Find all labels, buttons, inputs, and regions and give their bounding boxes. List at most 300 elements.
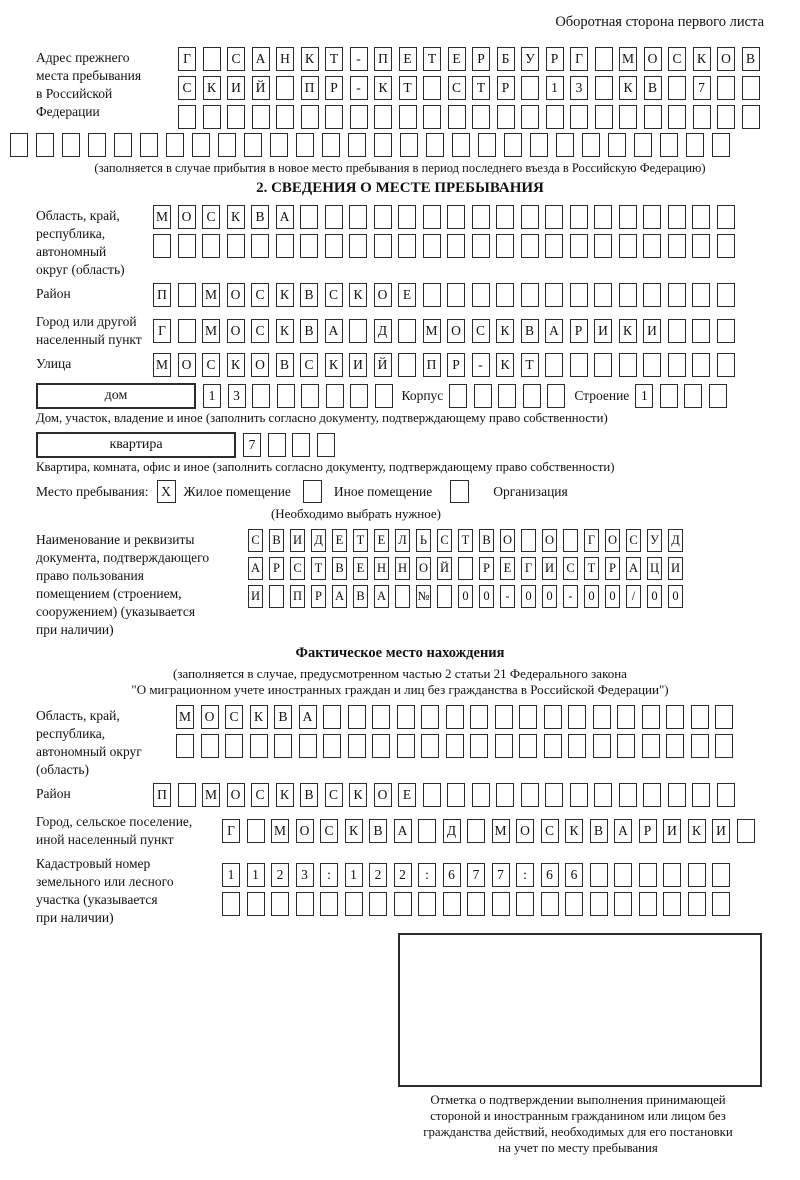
char-cell[interactable] <box>244 133 262 157</box>
char-cell[interactable] <box>350 384 368 408</box>
char-cell[interactable] <box>472 205 490 229</box>
char-cell[interactable] <box>447 205 465 229</box>
char-cell[interactable] <box>317 433 335 457</box>
char-cell[interactable]: С <box>320 819 338 843</box>
checkbox-organizatsiya[interactable] <box>450 480 469 503</box>
char-cell[interactable]: Р <box>639 819 657 843</box>
char-cell[interactable]: С <box>325 783 343 807</box>
char-cell[interactable]: О <box>251 353 269 377</box>
char-cell[interactable] <box>570 105 588 129</box>
char-cell[interactable]: 3 <box>228 384 246 408</box>
char-cell[interactable]: О <box>500 529 515 552</box>
char-cell[interactable]: П <box>374 47 392 71</box>
char-cell[interactable]: А <box>394 819 412 843</box>
char-cell[interactable]: А <box>332 585 347 608</box>
char-cell[interactable]: У <box>521 47 539 71</box>
char-cell[interactable]: К <box>496 353 514 377</box>
char-cell[interactable] <box>737 819 755 843</box>
char-cell[interactable] <box>594 234 612 258</box>
char-cell[interactable] <box>274 734 292 758</box>
char-cell[interactable] <box>521 76 539 100</box>
char-cell[interactable] <box>178 783 196 807</box>
char-cell[interactable] <box>521 234 539 258</box>
char-cell[interactable]: Г <box>222 819 240 843</box>
char-cell[interactable]: О <box>374 783 392 807</box>
char-cell[interactable] <box>582 133 600 157</box>
char-cell[interactable]: А <box>374 585 389 608</box>
char-cell[interactable]: Ь <box>416 529 431 552</box>
char-cell[interactable] <box>519 705 537 729</box>
char-cell[interactable]: Р <box>269 557 284 580</box>
checkbox-zhiloe-pomeshchenie[interactable]: X <box>157 480 176 503</box>
char-cell[interactable] <box>301 105 319 129</box>
char-cell[interactable]: С <box>202 353 220 377</box>
char-cell[interactable]: : <box>320 863 338 887</box>
char-cell[interactable] <box>470 734 488 758</box>
char-cell[interactable]: К <box>374 76 392 100</box>
char-cell[interactable]: О <box>516 819 534 843</box>
char-cell[interactable]: О <box>605 529 620 552</box>
char-cell[interactable] <box>521 105 539 129</box>
char-cell[interactable] <box>227 105 245 129</box>
char-cell[interactable]: К <box>250 705 268 729</box>
char-cell[interactable] <box>323 734 341 758</box>
char-cell[interactable]: - <box>350 47 368 71</box>
char-cell[interactable]: О <box>416 557 431 580</box>
char-cell[interactable]: Е <box>398 283 416 307</box>
char-cell[interactable] <box>247 819 265 843</box>
char-cell[interactable]: С <box>202 205 220 229</box>
char-cell[interactable] <box>634 133 652 157</box>
char-cell[interactable]: 7 <box>492 863 510 887</box>
char-cell[interactable]: В <box>479 529 494 552</box>
char-cell[interactable] <box>563 529 578 552</box>
char-cell[interactable] <box>544 734 562 758</box>
char-cell[interactable]: 1 <box>546 76 564 100</box>
char-cell[interactable] <box>452 133 470 157</box>
char-cell[interactable] <box>423 76 441 100</box>
char-cell[interactable]: Е <box>332 529 347 552</box>
char-cell[interactable]: С <box>178 76 196 100</box>
char-cell[interactable] <box>270 133 288 157</box>
char-cell[interactable]: В <box>742 47 760 71</box>
char-cell[interactable]: 0 <box>668 585 683 608</box>
char-cell[interactable]: 1 <box>222 863 240 887</box>
char-cell[interactable] <box>545 353 563 377</box>
char-cell[interactable] <box>320 892 338 916</box>
char-cell[interactable] <box>568 734 586 758</box>
char-cell[interactable] <box>398 234 416 258</box>
char-cell[interactable] <box>594 283 612 307</box>
char-cell[interactable] <box>443 892 461 916</box>
char-cell[interactable] <box>691 734 709 758</box>
char-cell[interactable]: В <box>644 76 662 100</box>
char-cell[interactable] <box>140 133 158 157</box>
char-cell[interactable] <box>504 133 522 157</box>
char-cell[interactable] <box>568 705 586 729</box>
char-cell[interactable] <box>570 283 588 307</box>
char-cell[interactable]: Б <box>497 47 515 71</box>
char-cell[interactable] <box>717 76 735 100</box>
char-cell[interactable] <box>663 892 681 916</box>
char-cell[interactable] <box>449 384 467 408</box>
char-cell[interactable]: С <box>437 529 452 552</box>
char-cell[interactable] <box>398 319 416 343</box>
char-cell[interactable] <box>668 319 686 343</box>
char-cell[interactable]: Й <box>374 353 392 377</box>
char-cell[interactable] <box>570 205 588 229</box>
char-cell[interactable] <box>369 892 387 916</box>
char-cell[interactable]: Д <box>443 819 461 843</box>
char-cell[interactable] <box>222 892 240 916</box>
char-cell[interactable]: 0 <box>521 585 536 608</box>
char-cell[interactable] <box>593 705 611 729</box>
char-cell[interactable] <box>639 863 657 887</box>
char-cell[interactable] <box>374 234 392 258</box>
char-cell[interactable]: Р <box>605 557 620 580</box>
char-cell[interactable] <box>668 283 686 307</box>
char-cell[interactable]: И <box>290 529 305 552</box>
char-cell[interactable] <box>36 133 54 157</box>
char-cell[interactable]: 2 <box>369 863 387 887</box>
char-cell[interactable]: И <box>712 819 730 843</box>
char-cell[interactable]: М <box>619 47 637 71</box>
char-cell[interactable] <box>709 384 727 408</box>
char-cell[interactable] <box>178 105 196 129</box>
char-cell[interactable]: Н <box>374 557 389 580</box>
char-cell[interactable] <box>418 819 436 843</box>
char-cell[interactable]: 6 <box>565 863 583 887</box>
char-cell[interactable] <box>643 205 661 229</box>
char-cell[interactable]: М <box>423 319 441 343</box>
char-cell[interactable]: С <box>626 529 641 552</box>
char-cell[interactable]: И <box>248 585 263 608</box>
char-cell[interactable]: С <box>668 47 686 71</box>
char-cell[interactable] <box>203 105 221 129</box>
char-cell[interactable] <box>269 585 284 608</box>
char-cell[interactable] <box>296 133 314 157</box>
char-cell[interactable] <box>523 384 541 408</box>
char-cell[interactable] <box>349 205 367 229</box>
char-cell[interactable] <box>668 205 686 229</box>
char-cell[interactable]: П <box>153 783 171 807</box>
char-cell[interactable]: Р <box>447 353 465 377</box>
char-cell[interactable]: П <box>290 585 305 608</box>
char-cell[interactable] <box>742 105 760 129</box>
char-cell[interactable] <box>639 892 657 916</box>
char-cell[interactable]: А <box>276 205 294 229</box>
char-cell[interactable]: 1 <box>345 863 363 887</box>
char-cell[interactable] <box>399 105 417 129</box>
char-cell[interactable] <box>565 892 583 916</box>
char-cell[interactable] <box>423 105 441 129</box>
char-cell[interactable] <box>590 892 608 916</box>
char-cell[interactable] <box>423 234 441 258</box>
char-cell[interactable] <box>472 283 490 307</box>
char-cell[interactable] <box>394 892 412 916</box>
char-cell[interactable] <box>614 892 632 916</box>
char-cell[interactable] <box>447 783 465 807</box>
char-cell[interactable] <box>545 783 563 807</box>
char-cell[interactable]: К <box>693 47 711 71</box>
char-cell[interactable]: № <box>416 585 431 608</box>
char-cell[interactable] <box>437 585 452 608</box>
char-cell[interactable] <box>251 234 269 258</box>
char-cell[interactable] <box>350 105 368 129</box>
char-cell[interactable]: А <box>252 47 270 71</box>
char-cell[interactable]: И <box>643 319 661 343</box>
char-cell[interactable] <box>546 105 564 129</box>
char-cell[interactable] <box>717 234 735 258</box>
char-cell[interactable] <box>544 705 562 729</box>
char-cell[interactable]: М <box>202 783 220 807</box>
char-cell[interactable]: Г <box>153 319 171 343</box>
char-cell[interactable] <box>619 105 637 129</box>
char-cell[interactable]: А <box>614 819 632 843</box>
char-cell[interactable] <box>590 863 608 887</box>
char-cell[interactable] <box>668 783 686 807</box>
char-cell[interactable] <box>474 384 492 408</box>
char-cell[interactable] <box>593 734 611 758</box>
char-cell[interactable]: П <box>423 353 441 377</box>
char-cell[interactable]: 1 <box>203 384 221 408</box>
char-cell[interactable] <box>276 105 294 129</box>
char-cell[interactable] <box>326 384 344 408</box>
char-cell[interactable]: О <box>227 283 245 307</box>
char-cell[interactable] <box>530 133 548 157</box>
char-cell[interactable] <box>426 133 444 157</box>
char-cell[interactable]: 7 <box>243 433 261 457</box>
char-cell[interactable]: В <box>251 205 269 229</box>
char-cell[interactable] <box>398 205 416 229</box>
char-cell[interactable] <box>686 133 704 157</box>
char-cell[interactable] <box>668 234 686 258</box>
char-cell[interactable] <box>374 105 392 129</box>
char-cell[interactable] <box>521 783 539 807</box>
char-cell[interactable] <box>478 133 496 157</box>
char-cell[interactable]: В <box>300 783 318 807</box>
char-cell[interactable] <box>595 105 613 129</box>
char-cell[interactable]: Р <box>325 76 343 100</box>
char-cell[interactable]: Р <box>311 585 326 608</box>
char-cell[interactable] <box>201 734 219 758</box>
char-cell[interactable] <box>10 133 28 157</box>
char-cell[interactable]: 2 <box>394 863 412 887</box>
char-cell[interactable]: С <box>300 353 318 377</box>
char-cell[interactable]: 6 <box>541 863 559 887</box>
char-cell[interactable] <box>644 105 662 129</box>
char-cell[interactable]: Р <box>497 76 515 100</box>
char-cell[interactable] <box>570 234 588 258</box>
char-cell[interactable]: В <box>332 557 347 580</box>
char-cell[interactable]: К <box>688 819 706 843</box>
char-cell[interactable]: Т <box>311 557 326 580</box>
char-cell[interactable] <box>643 234 661 258</box>
char-cell[interactable] <box>348 705 366 729</box>
char-cell[interactable]: 7 <box>467 863 485 887</box>
char-cell[interactable]: - <box>472 353 490 377</box>
char-cell[interactable] <box>684 384 702 408</box>
char-cell[interactable]: 0 <box>584 585 599 608</box>
char-cell[interactable]: С <box>248 529 263 552</box>
char-cell[interactable] <box>375 384 393 408</box>
char-cell[interactable]: О <box>227 783 245 807</box>
char-cell[interactable] <box>88 133 106 157</box>
char-cell[interactable]: Е <box>500 557 515 580</box>
char-cell[interactable]: Е <box>374 529 389 552</box>
char-cell[interactable]: В <box>521 319 539 343</box>
char-cell[interactable] <box>349 234 367 258</box>
char-cell[interactable]: 3 <box>570 76 588 100</box>
char-cell[interactable]: 0 <box>542 585 557 608</box>
char-cell[interactable]: В <box>300 283 318 307</box>
char-cell[interactable]: П <box>153 283 171 307</box>
char-cell[interactable]: Г <box>570 47 588 71</box>
char-cell[interactable] <box>570 353 588 377</box>
char-cell[interactable] <box>619 353 637 377</box>
char-cell[interactable] <box>619 783 637 807</box>
char-cell[interactable]: С <box>541 819 559 843</box>
char-cell[interactable] <box>421 705 439 729</box>
char-cell[interactable] <box>202 234 220 258</box>
char-cell[interactable] <box>398 353 416 377</box>
char-cell[interactable]: К <box>325 353 343 377</box>
char-cell[interactable] <box>301 384 319 408</box>
char-cell[interactable]: С <box>448 76 466 100</box>
char-cell[interactable] <box>166 133 184 157</box>
char-cell[interactable] <box>374 133 392 157</box>
char-cell[interactable]: 0 <box>458 585 473 608</box>
char-cell[interactable] <box>153 234 171 258</box>
char-cell[interactable] <box>472 234 490 258</box>
char-cell[interactable]: К <box>276 319 294 343</box>
char-cell[interactable]: Г <box>178 47 196 71</box>
char-cell[interactable]: О <box>201 705 219 729</box>
char-cell[interactable]: В <box>590 819 608 843</box>
char-cell[interactable] <box>498 384 516 408</box>
char-cell[interactable]: В <box>369 819 387 843</box>
char-cell[interactable]: Т <box>472 76 490 100</box>
char-cell[interactable] <box>666 734 684 758</box>
char-cell[interactable] <box>495 705 513 729</box>
char-cell[interactable]: Д <box>311 529 326 552</box>
char-cell[interactable] <box>325 234 343 258</box>
char-cell[interactable]: М <box>492 819 510 843</box>
char-cell[interactable] <box>692 283 710 307</box>
char-cell[interactable]: 0 <box>647 585 662 608</box>
char-cell[interactable]: В <box>269 529 284 552</box>
char-cell[interactable] <box>660 384 678 408</box>
char-cell[interactable]: К <box>203 76 221 100</box>
char-cell[interactable]: А <box>545 319 563 343</box>
char-cell[interactable] <box>114 133 132 157</box>
char-cell[interactable] <box>521 205 539 229</box>
char-cell[interactable]: С <box>251 319 269 343</box>
char-cell[interactable] <box>545 283 563 307</box>
char-cell[interactable] <box>545 234 563 258</box>
char-cell[interactable]: М <box>153 205 171 229</box>
char-cell[interactable]: Е <box>353 557 368 580</box>
house-type-box[interactable]: дом <box>36 383 196 409</box>
char-cell[interactable] <box>470 705 488 729</box>
char-cell[interactable] <box>423 283 441 307</box>
char-cell[interactable]: И <box>663 819 681 843</box>
char-cell[interactable]: О <box>296 819 314 843</box>
char-cell[interactable] <box>570 783 588 807</box>
char-cell[interactable] <box>467 819 485 843</box>
char-cell[interactable]: - <box>563 585 578 608</box>
char-cell[interactable] <box>395 585 410 608</box>
char-cell[interactable] <box>247 892 265 916</box>
char-cell[interactable]: Ц <box>647 557 662 580</box>
char-cell[interactable]: / <box>626 585 641 608</box>
char-cell[interactable]: С <box>325 283 343 307</box>
char-cell[interactable]: К <box>227 205 245 229</box>
char-cell[interactable]: И <box>668 557 683 580</box>
char-cell[interactable]: С <box>290 557 305 580</box>
char-cell[interactable]: Р <box>570 319 588 343</box>
char-cell[interactable] <box>717 205 735 229</box>
char-cell[interactable] <box>421 734 439 758</box>
char-cell[interactable] <box>276 234 294 258</box>
char-cell[interactable]: И <box>227 76 245 100</box>
char-cell[interactable] <box>614 863 632 887</box>
char-cell[interactable] <box>619 283 637 307</box>
char-cell[interactable]: Г <box>584 529 599 552</box>
char-cell[interactable] <box>692 205 710 229</box>
char-cell[interactable] <box>643 783 661 807</box>
char-cell[interactable] <box>467 892 485 916</box>
char-cell[interactable] <box>225 734 243 758</box>
char-cell[interactable] <box>660 133 678 157</box>
char-cell[interactable]: П <box>301 76 319 100</box>
char-cell[interactable]: Т <box>353 529 368 552</box>
char-cell[interactable] <box>178 283 196 307</box>
char-cell[interactable]: К <box>349 783 367 807</box>
char-cell[interactable] <box>547 384 565 408</box>
char-cell[interactable] <box>712 863 730 887</box>
char-cell[interactable] <box>292 433 310 457</box>
char-cell[interactable] <box>496 783 514 807</box>
char-cell[interactable]: К <box>619 319 637 343</box>
char-cell[interactable] <box>692 783 710 807</box>
char-cell[interactable] <box>192 133 210 157</box>
char-cell[interactable]: Т <box>325 47 343 71</box>
char-cell[interactable]: 0 <box>605 585 620 608</box>
char-cell[interactable]: Й <box>437 557 452 580</box>
char-cell[interactable]: О <box>447 319 465 343</box>
char-cell[interactable]: Г <box>521 557 536 580</box>
char-cell[interactable] <box>349 319 367 343</box>
char-cell[interactable]: Е <box>448 47 466 71</box>
char-cell[interactable] <box>692 353 710 377</box>
char-cell[interactable] <box>693 105 711 129</box>
char-cell[interactable] <box>323 705 341 729</box>
char-cell[interactable] <box>348 734 366 758</box>
char-cell[interactable]: М <box>176 705 194 729</box>
char-cell[interactable] <box>521 529 536 552</box>
char-cell[interactable] <box>712 133 730 157</box>
char-cell[interactable]: И <box>349 353 367 377</box>
char-cell[interactable]: Т <box>423 47 441 71</box>
char-cell[interactable]: И <box>594 319 612 343</box>
char-cell[interactable] <box>325 105 343 129</box>
char-cell[interactable] <box>458 557 473 580</box>
char-cell[interactable]: К <box>349 283 367 307</box>
char-cell[interactable]: К <box>496 319 514 343</box>
char-cell[interactable]: К <box>565 819 583 843</box>
char-cell[interactable] <box>717 283 735 307</box>
